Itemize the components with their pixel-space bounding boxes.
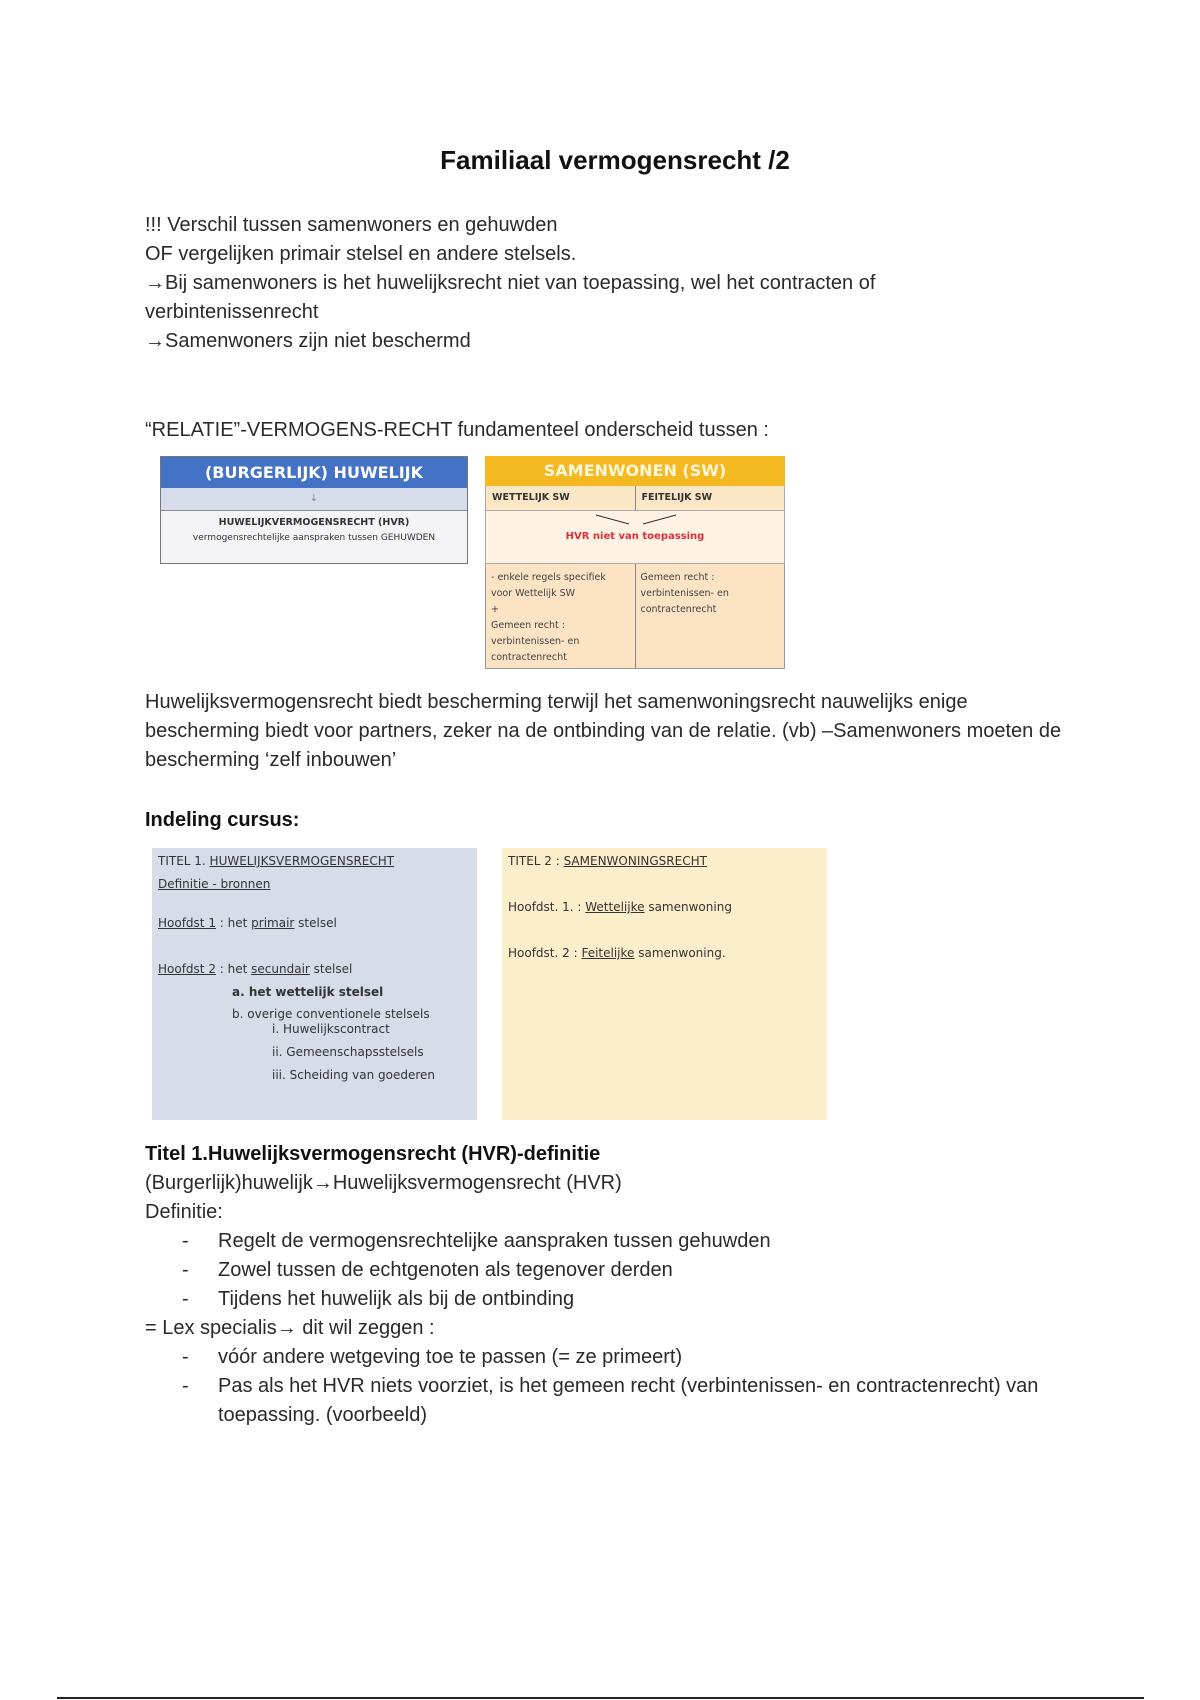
- samenwonen-header: SAMENWONEN (SW): [485, 456, 785, 486]
- sub-b-iii: iii. Scheiding van goederen: [272, 1068, 436, 1082]
- lex-line: = Lex specialis→ dit wil zeggen :: [145, 1317, 435, 1339]
- heading-text: HUWELIJKSVERMOGENSRECHT: [209, 854, 395, 868]
- titel1-line1: (Burgerlijk)huwelijk→Huwelijksvermogensrecht (HVR): [145, 1172, 622, 1194]
- titel1-heading-text: Titel 1.Huwelijksvermogensrecht (HVR)-definitie: [145, 1143, 601, 1165]
- sub-a: a. het wettelijk stelsel: [232, 985, 384, 999]
- hvr-not-applicable: [485, 511, 785, 564]
- text: Wettelijke: [585, 900, 645, 914]
- samenwonen-diagram: [485, 456, 785, 669]
- hvr-subtitle: vermogensrechtelijke aanspraken tussen GEHUWDEN: [192, 533, 436, 543]
- relatie-heading: “RELATIE”-VERMOGENS-RECHT fundamenteel onderscheid tussen :: [145, 419, 769, 441]
- text: samenwoning: [644, 900, 732, 914]
- down-arrow-icon: ↓: [161, 488, 467, 511]
- indeling-heading: Indeling cursus:: [145, 809, 300, 831]
- converging-arrows-icon: [591, 513, 681, 527]
- hvr-not-applicable-text: HVR niet van toepassing: [565, 531, 705, 542]
- text: samenwoning.: [634, 946, 726, 960]
- huwelijk-diagram: [160, 456, 468, 564]
- body-line: +: [491, 604, 499, 615]
- heading-prefix: TITEL 2 :: [508, 854, 564, 868]
- intro-line: →Bij samenwoners is het huwelijksrecht niet van toepassing, wel het contracten of verbintenissenrecht: [145, 272, 876, 323]
- intro-line: →Samenwoners zijn niet beschermd: [145, 330, 471, 352]
- text: stelsel: [294, 916, 337, 930]
- hoofdst-1: [158, 916, 337, 930]
- list-item: - Tijdens het huwelijk als bij de ontbinding: [182, 1285, 1105, 1314]
- titel2-box: [502, 848, 827, 1120]
- sub-b-i: i. Huwelijkscontract: [272, 1022, 390, 1036]
- text: : het: [215, 962, 252, 976]
- list-item: - Regelt de vermogensrechtelijke aanspraken tussen gehuwden: [182, 1227, 1105, 1256]
- titel2-hoofdst-1: [508, 900, 732, 914]
- huwelijk-header: (BURGERLIJK) HUWELIJK: [161, 457, 467, 488]
- definitie-label: Definitie:: [145, 1201, 223, 1223]
- text: : het: [215, 916, 252, 930]
- samenwonen-columns: [485, 486, 785, 511]
- sub-b: b. overige conventionele stelsels: [232, 1007, 430, 1021]
- body-line: Gemeen recht : verbintenissen- en contractenrecht: [491, 620, 580, 663]
- heading-text: SAMENWONINGSRECHT: [563, 854, 707, 868]
- label: Hoofdst 1: [158, 916, 216, 930]
- list-item: - Zowel tussen de echtgenoten als tegenover derden: [182, 1256, 1105, 1285]
- body-line: - enkele regels specifiek voor Wettelijk SW: [491, 572, 606, 599]
- text: primair: [251, 916, 295, 930]
- text: Hoofdst. 2 :: [508, 946, 582, 960]
- definitie-bronnen: Definitie - bronnen: [158, 877, 271, 891]
- titel1-section: [145, 1140, 1105, 1430]
- wettelijk-sw-body: [486, 564, 636, 668]
- intro-line: !!! Verschil tussen samenwoners en gehuwden: [145, 214, 558, 236]
- label: Hoofdst 2: [158, 962, 216, 976]
- page-bottom-rule: [57, 1697, 1144, 1699]
- titel1-box: [152, 848, 477, 1120]
- body-line: Gemeen recht : verbintenissen- en contractenrecht: [640, 572, 729, 615]
- text: Feitelijke: [581, 946, 635, 960]
- hoofdst-2: [158, 962, 352, 976]
- feitelijk-sw-body: [636, 564, 785, 668]
- wettelijk-sw-label: WETTELIJK SW: [486, 486, 636, 510]
- hvr-title: HUWELIJKVERMOGENSRECHT (HVR): [218, 517, 410, 528]
- intro-block: [145, 211, 1045, 356]
- heading-prefix: TITEL 1.: [158, 854, 210, 868]
- titel2-hoofdst-2: [508, 946, 726, 960]
- text: Hoofdst. 1. :: [508, 900, 586, 914]
- huwelijk-body: [161, 511, 467, 546]
- list-item: - vóór andere wetgeving toe te passen (= ze primeert): [182, 1343, 1105, 1372]
- text: secundair: [251, 962, 310, 976]
- titel1-heading: [158, 854, 394, 868]
- titel2-heading: [508, 854, 707, 868]
- page-title: Familiaal vermogensrecht /2: [440, 145, 790, 175]
- intro-line: OF vergelijken primair stelsel en andere stelsels.: [145, 243, 577, 265]
- definitie-list: [145, 1227, 1105, 1314]
- lex-list: [145, 1343, 1105, 1430]
- feitelijk-sw-label: FEITELIJK SW: [641, 492, 713, 503]
- list-item: - Pas als het HVR niets voorziet, is het gemeen recht (verbintenissen- en contractenrecht) van toepassing. (voorbeeld): [182, 1372, 1105, 1430]
- text: stelsel: [309, 962, 353, 976]
- sub-b-ii: ii. Gemeenschapsstelsels: [272, 1045, 424, 1059]
- protection-paragraph: Huwelijksvermogensrecht biedt bescherming terwijl het samenwoningsrecht nauwelijks enige bescherming biedt voor partners, zeker na de ontbinding van de relatie. (vb) –Samenwoners moeten de bescherming ‘zelf inbouwen’: [145, 691, 1062, 771]
- samenwonen-body: [485, 564, 785, 669]
